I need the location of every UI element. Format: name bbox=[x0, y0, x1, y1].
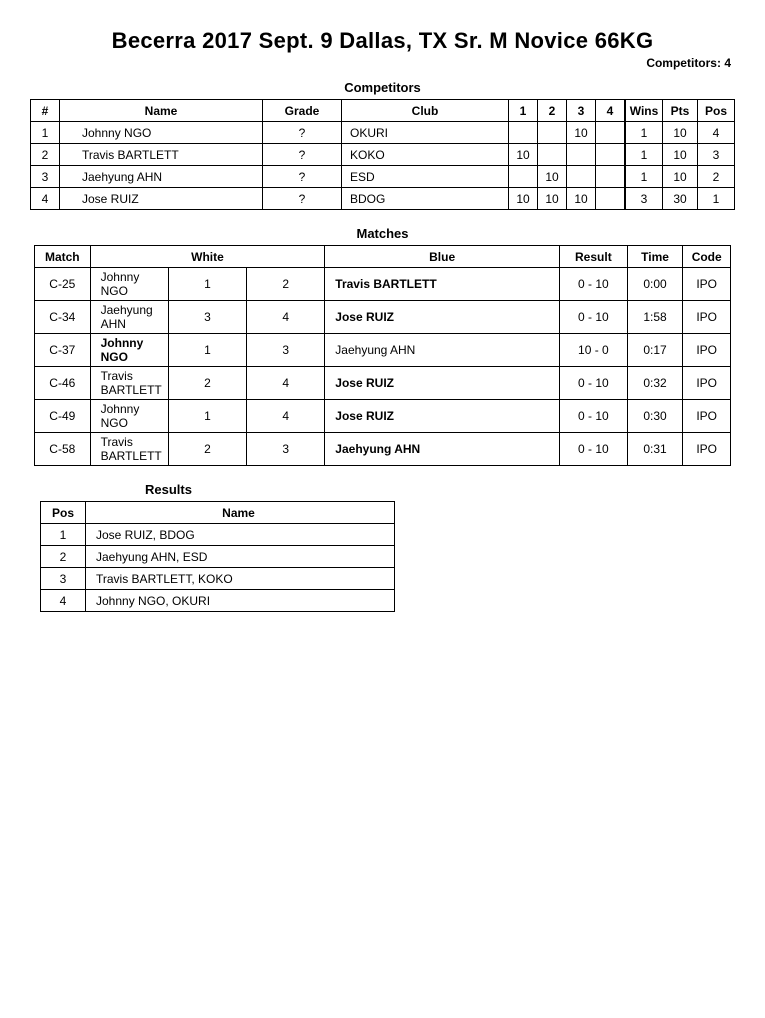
cell-code: IPO bbox=[683, 433, 731, 466]
competitors-table-body bbox=[31, 122, 735, 210]
cell-points: 10 bbox=[663, 144, 698, 166]
cell-club: ESD bbox=[342, 166, 509, 188]
cell-blue-seed: 4 bbox=[247, 301, 325, 334]
cell-vs-4 bbox=[596, 166, 626, 188]
cell-match-id: C-37 bbox=[35, 334, 91, 367]
cell-position: 3 bbox=[698, 144, 735, 166]
cell-pos: 4 bbox=[41, 590, 86, 612]
col-number: # bbox=[31, 100, 60, 122]
table-row bbox=[35, 400, 731, 433]
results-table bbox=[40, 501, 395, 612]
cell-vs-4 bbox=[596, 144, 626, 166]
cell-match-id: C-46 bbox=[35, 367, 91, 400]
cell-white-seed: 2 bbox=[168, 367, 246, 400]
cell-vs-3: 10 bbox=[567, 122, 596, 144]
col-wins: Wins bbox=[625, 100, 663, 122]
cell-vs-4 bbox=[596, 122, 626, 144]
cell-vs-2 bbox=[538, 144, 567, 166]
table-row bbox=[31, 166, 735, 188]
cell-result: 0 - 10 bbox=[559, 301, 627, 334]
cell-result: 0 - 10 bbox=[559, 367, 627, 400]
cell-blue-seed: 2 bbox=[247, 268, 325, 301]
cell-wins: 1 bbox=[625, 166, 663, 188]
col-code: Code bbox=[683, 246, 731, 268]
cell-white-seed: 2 bbox=[168, 433, 246, 466]
cell-vs-2 bbox=[538, 122, 567, 144]
cell-number: 3 bbox=[31, 166, 60, 188]
cell-grade: ? bbox=[263, 166, 342, 188]
results-table-body bbox=[41, 524, 395, 612]
cell-points: 10 bbox=[663, 166, 698, 188]
cell-wins: 3 bbox=[625, 188, 663, 210]
cell-white-seed: 3 bbox=[168, 301, 246, 334]
cell-white-seed: 1 bbox=[168, 400, 246, 433]
cell-blue-name: Jose RUIZ bbox=[325, 367, 560, 400]
cell-vs-4 bbox=[596, 188, 626, 210]
cell-vs-1: 10 bbox=[509, 188, 538, 210]
cell-name: Travis BARTLETT bbox=[60, 144, 263, 166]
matches-table-wrap bbox=[0, 245, 765, 466]
cell-white-name: Johnny NGO bbox=[90, 400, 168, 433]
cell-white-name: Johnny NGO bbox=[90, 268, 168, 301]
competitors-table-head bbox=[31, 100, 735, 122]
cell-match-id: C-58 bbox=[35, 433, 91, 466]
table-row bbox=[31, 122, 735, 144]
competitors-table bbox=[30, 99, 735, 210]
cell-vs-2: 10 bbox=[538, 188, 567, 210]
competitors-count: Competitors: 4 bbox=[646, 56, 731, 70]
cell-blue-name: Jose RUIZ bbox=[325, 301, 560, 334]
col-points: Pts bbox=[663, 100, 698, 122]
cell-name: Johnny NGO, OKURI bbox=[86, 590, 395, 612]
cell-position: 4 bbox=[698, 122, 735, 144]
cell-name: Jose RUIZ, BDOG bbox=[86, 524, 395, 546]
col-grade: Grade bbox=[263, 100, 342, 122]
col-position: Pos bbox=[698, 100, 735, 122]
cell-code: IPO bbox=[683, 367, 731, 400]
competitors-table-wrap bbox=[0, 99, 765, 210]
cell-match-id: C-25 bbox=[35, 268, 91, 301]
cell-vs-3 bbox=[567, 166, 596, 188]
cell-pos: 3 bbox=[41, 568, 86, 590]
col-opponent-2: 2 bbox=[538, 100, 567, 122]
cell-white-seed: 1 bbox=[168, 334, 246, 367]
table-row bbox=[35, 301, 731, 334]
table-row bbox=[31, 144, 735, 166]
cell-vs-2: 10 bbox=[538, 166, 567, 188]
col-opponent-1: 1 bbox=[509, 100, 538, 122]
cell-name: Travis BARTLETT, KOKO bbox=[86, 568, 395, 590]
cell-vs-1 bbox=[509, 166, 538, 188]
cell-result: 0 - 10 bbox=[559, 400, 627, 433]
cell-time: 0:30 bbox=[627, 400, 683, 433]
competitors-header-row bbox=[31, 100, 735, 122]
cell-pos: 2 bbox=[41, 546, 86, 568]
table-row bbox=[41, 546, 395, 568]
table-row bbox=[41, 524, 395, 546]
table-row bbox=[35, 334, 731, 367]
cell-white-name: Johnny NGO bbox=[90, 334, 168, 367]
cell-white-seed: 1 bbox=[168, 268, 246, 301]
cell-white-name: Travis BARTLETT bbox=[90, 433, 168, 466]
cell-blue-name: Travis BARTLETT bbox=[325, 268, 560, 301]
table-row bbox=[35, 433, 731, 466]
matches-header-row bbox=[35, 246, 731, 268]
cell-match-id: C-34 bbox=[35, 301, 91, 334]
matches-table bbox=[34, 245, 731, 466]
results-section bbox=[0, 482, 765, 612]
col-pos: Pos bbox=[41, 502, 86, 524]
cell-match-id: C-49 bbox=[35, 400, 91, 433]
cell-white-name: Jaehyung AHN bbox=[90, 301, 168, 334]
cell-club: OKURI bbox=[342, 122, 509, 144]
results-table-head bbox=[41, 502, 395, 524]
cell-name: Jaehyung AHN bbox=[60, 166, 263, 188]
page-title: Becerra 2017 Sept. 9 Dallas, TX Sr. M Novice 66KG bbox=[111, 28, 654, 53]
cell-vs-3 bbox=[567, 144, 596, 166]
cell-number: 4 bbox=[31, 188, 60, 210]
cell-points: 30 bbox=[663, 188, 698, 210]
col-name: Name bbox=[86, 502, 395, 524]
cell-points: 10 bbox=[663, 122, 698, 144]
col-result: Result bbox=[559, 246, 627, 268]
cell-blue-seed: 4 bbox=[247, 400, 325, 433]
table-row bbox=[35, 268, 731, 301]
cell-time: 0:32 bbox=[627, 367, 683, 400]
col-opponent-3: 3 bbox=[567, 100, 596, 122]
col-time: Time bbox=[627, 246, 683, 268]
cell-result: 0 - 10 bbox=[559, 433, 627, 466]
matches-table-body bbox=[35, 268, 731, 466]
cell-blue-name: Jose RUIZ bbox=[325, 400, 560, 433]
cell-result: 10 - 0 bbox=[559, 334, 627, 367]
table-row bbox=[31, 188, 735, 210]
col-opponent-4: 4 bbox=[596, 100, 626, 122]
cell-pos: 1 bbox=[41, 524, 86, 546]
table-row bbox=[41, 590, 395, 612]
cell-vs-1 bbox=[509, 122, 538, 144]
cell-code: IPO bbox=[683, 334, 731, 367]
cell-wins: 1 bbox=[625, 144, 663, 166]
cell-vs-3: 10 bbox=[567, 188, 596, 210]
cell-vs-1: 10 bbox=[509, 144, 538, 166]
cell-grade: ? bbox=[263, 144, 342, 166]
cell-club: KOKO bbox=[342, 144, 509, 166]
col-blue: Blue bbox=[325, 246, 560, 268]
results-header-row bbox=[41, 502, 395, 524]
col-match: Match bbox=[35, 246, 91, 268]
cell-number: 2 bbox=[31, 144, 60, 166]
table-row bbox=[35, 367, 731, 400]
cell-code: IPO bbox=[683, 301, 731, 334]
cell-grade: ? bbox=[263, 188, 342, 210]
cell-result: 0 - 10 bbox=[559, 268, 627, 301]
cell-code: IPO bbox=[683, 400, 731, 433]
cell-time: 0:17 bbox=[627, 334, 683, 367]
competitors-section-title: Competitors bbox=[344, 80, 421, 95]
cell-white-name: Travis BARTLETT bbox=[90, 367, 168, 400]
cell-wins: 1 bbox=[625, 122, 663, 144]
cell-blue-seed: 3 bbox=[247, 334, 325, 367]
cell-blue-name: Jaehyung AHN bbox=[325, 433, 560, 466]
cell-club: BDOG bbox=[342, 188, 509, 210]
cell-code: IPO bbox=[683, 268, 731, 301]
cell-time: 0:31 bbox=[627, 433, 683, 466]
cell-time: 0:00 bbox=[627, 268, 683, 301]
cell-blue-name: Jaehyung AHN bbox=[325, 334, 560, 367]
table-row bbox=[41, 568, 395, 590]
matches-section-title: Matches bbox=[356, 226, 409, 241]
cell-name: Johnny NGO bbox=[60, 122, 263, 144]
cell-position: 2 bbox=[698, 166, 735, 188]
cell-time: 1:58 bbox=[627, 301, 683, 334]
matches-table-head bbox=[35, 246, 731, 268]
cell-blue-seed: 4 bbox=[247, 367, 325, 400]
cell-number: 1 bbox=[31, 122, 60, 144]
col-club: Club bbox=[342, 100, 509, 122]
col-name: Name bbox=[60, 100, 263, 122]
cell-position: 1 bbox=[698, 188, 735, 210]
cell-blue-seed: 3 bbox=[247, 433, 325, 466]
tournament-results-page bbox=[0, 28, 765, 1018]
cell-name: Jaehyung AHN, ESD bbox=[86, 546, 395, 568]
results-section-title: Results bbox=[145, 482, 192, 497]
cell-name: Jose RUIZ bbox=[60, 188, 263, 210]
col-white: White bbox=[90, 246, 325, 268]
cell-grade: ? bbox=[263, 122, 342, 144]
